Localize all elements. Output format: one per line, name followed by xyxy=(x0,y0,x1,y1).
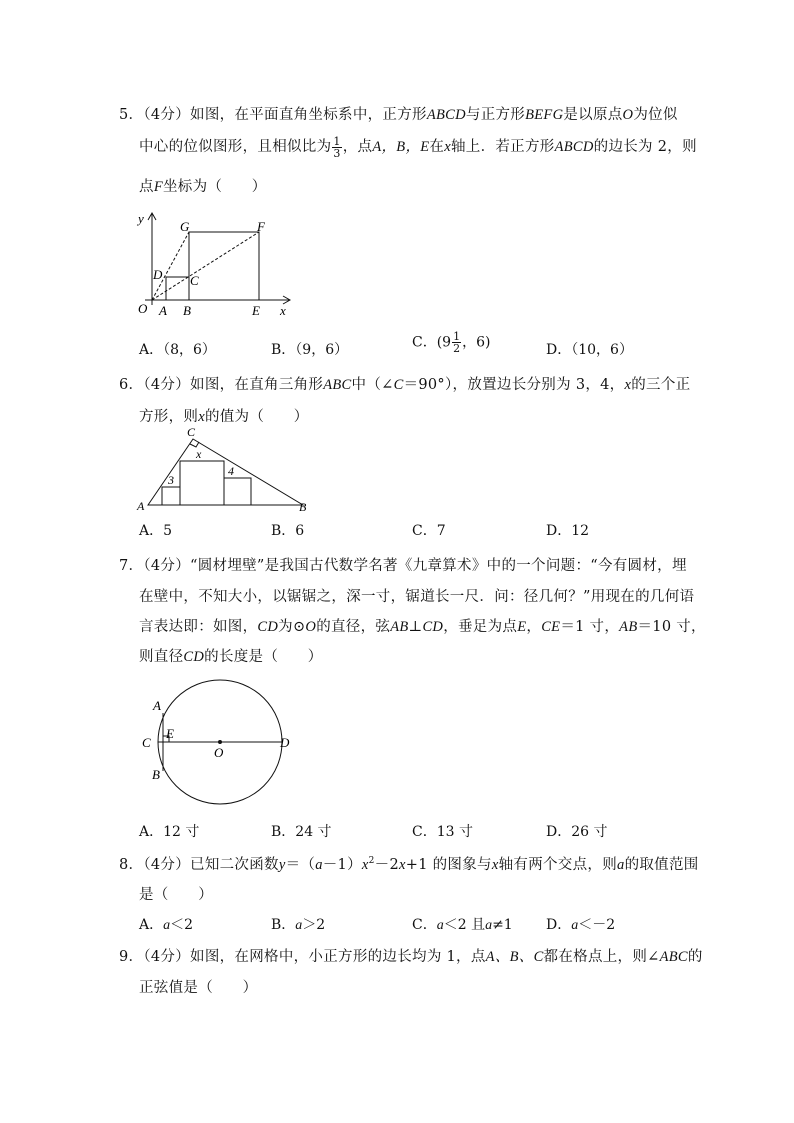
label-D: D xyxy=(280,735,290,750)
q5-coordinate-figure xyxy=(130,205,300,320)
label-C: C xyxy=(190,273,199,288)
triangle-ABC xyxy=(148,439,303,505)
q8-option-b[interactable]: B．a＞2 xyxy=(271,917,326,933)
label-G: G xyxy=(180,219,190,234)
square-BEFG xyxy=(189,232,259,300)
q8-line-1: 8．（4分）已知二次函数$y=(a-1)x^2-2x+1$ 的图象与x轴有两个交点，则a的取值范围 xyxy=(119,856,699,873)
q6-triangle-figure xyxy=(135,425,315,515)
label-3: 3 xyxy=(168,473,174,487)
label-O: O xyxy=(138,301,148,316)
label-O: O xyxy=(214,745,224,760)
label-B: B xyxy=(299,500,307,514)
q7-line-2: 在壁中，不知大小，以锯锯之，深一寸，锯道长一尺．问：径几何？”用现在的几何语 xyxy=(139,589,695,605)
square-4 xyxy=(224,478,251,505)
q5-line-2: 中心的位似图形，且相似比为 $\frac{1}{3}$ ，点A，B，E在x轴上．若正方形ABCD的边长为 2，则 xyxy=(139,134,697,160)
square-x xyxy=(180,461,224,505)
q5-ratio-fraction: $\frac{1}{3}$ xyxy=(333,134,341,160)
q7-option-b[interactable]: B．24 寸 xyxy=(271,824,332,840)
q6-line-1: 6．（4分）如图，在直角三角形ABC中（∠C＝90°），放置边长分别为 3，4，x的三个正 xyxy=(119,377,691,393)
q7-option-c[interactable]: C．13 寸 xyxy=(412,824,473,840)
label-F: F xyxy=(257,219,265,234)
q5-option-b[interactable]: B．（9，6） xyxy=(271,342,349,358)
q7-option-a[interactable]: A．12 寸 xyxy=(139,824,200,840)
label-E: E xyxy=(166,726,174,741)
label-A: A xyxy=(159,303,167,318)
square-3 xyxy=(162,487,180,505)
center-dot xyxy=(218,740,222,744)
q8-option-a[interactable]: A．a＜2 xyxy=(139,917,194,933)
label-x: x xyxy=(280,303,286,318)
q6-option-c[interactable]: C．7 xyxy=(412,523,446,539)
q6-option-a[interactable]: A．5 xyxy=(139,523,173,539)
q8-line-2: 是（ ） xyxy=(139,887,213,903)
q5-option-c[interactable]: C．(9 $\frac{1}{2}$ ，6) xyxy=(412,330,491,355)
q5-option-d[interactable]: D．（10，6） xyxy=(546,342,633,358)
q6-line-2: 方形，则x的值为（ ） xyxy=(139,409,309,425)
q9-line-1: 9．（4分）如图，在网格中，小正方形的边长均为 1，点A、B、C都在格点上，则∠ABC的 xyxy=(119,949,703,965)
label-A: A xyxy=(153,698,161,713)
label-D: D xyxy=(153,267,163,282)
q8-option-c[interactable]: C．a＜2 且a≠1 xyxy=(412,917,513,933)
dashed-line-OF xyxy=(152,232,259,300)
label-B: B xyxy=(152,767,160,782)
q7-option-d[interactable]: D．26 寸 xyxy=(546,824,608,840)
label-C: C xyxy=(187,425,196,439)
q5-line-1: 5．（4分）如图，在平面直角坐标系中，正方形ABCD与正方形BEFG是以原点O为位似 xyxy=(119,107,678,123)
q7-line-3: 言表达即：如图，CD为⊙O的直径，弦AB⊥CD，垂足为点E，CE＝1 寸，AB＝10 寸， xyxy=(139,619,706,635)
label-E: E xyxy=(252,303,260,318)
q9-line-2: 正弦值是（ ） xyxy=(139,980,258,996)
q6-option-b[interactable]: B．6 xyxy=(271,523,305,539)
q7-line-4: 则直径CD的长度是（ ） xyxy=(139,649,323,665)
q5-option-a[interactable]: A．（8，6） xyxy=(139,342,216,358)
q6-option-d[interactable]: D．12 xyxy=(546,523,590,539)
q5-score: （4分） xyxy=(143,107,191,123)
label-A: A xyxy=(137,499,145,513)
q5-number: 5． xyxy=(119,107,144,123)
q7-circle-figure xyxy=(138,676,298,806)
label-B: B xyxy=(183,303,191,318)
q5-line-3: 点F坐标为（ ） xyxy=(139,179,267,195)
label-C: C xyxy=(142,735,151,750)
q8-option-d[interactable]: D．a＜－2 xyxy=(546,917,616,933)
label-y: y xyxy=(138,211,144,226)
q7-line-1: 7．（4分）“圆材埋壁”是我国古代数学名著《九章算术》中的一个问题：“今有圆材，埋 xyxy=(119,558,687,574)
dashed-line-OG xyxy=(152,232,189,300)
label-4: 4 xyxy=(228,464,234,478)
label-x: x xyxy=(196,447,202,461)
